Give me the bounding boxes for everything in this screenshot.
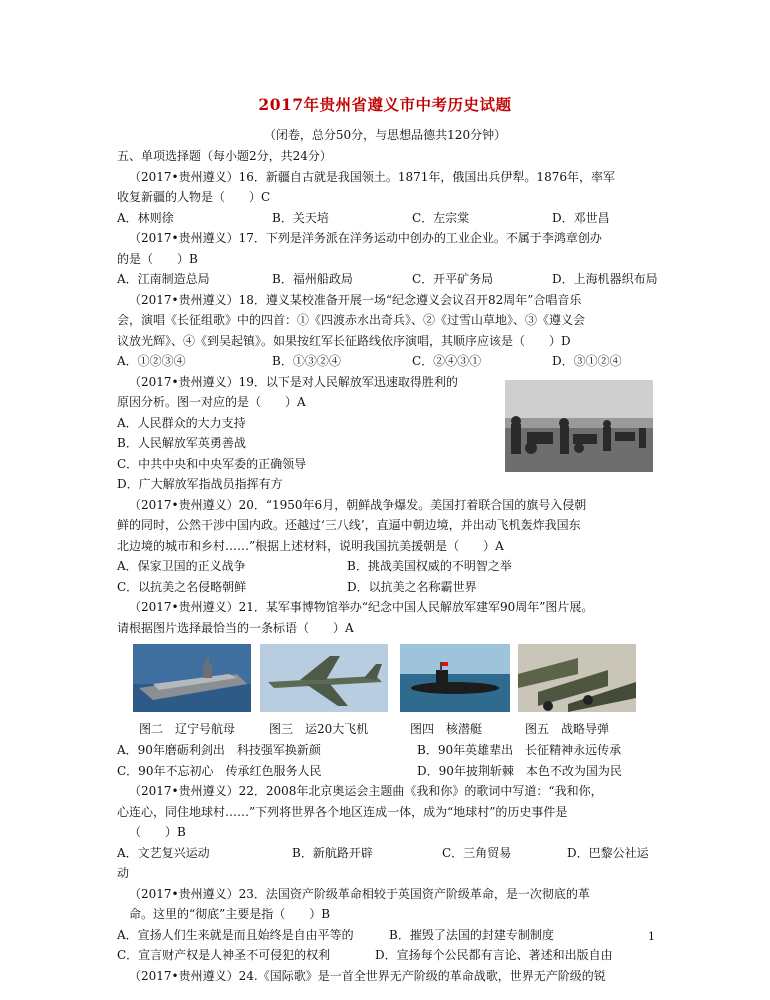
- question-22-line-3: （ ）B: [129, 825, 186, 839]
- question-20-options-row-2: [117, 577, 662, 598]
- option-c: C．90年不忘初心 传承红色服务人民: [117, 763, 322, 778]
- question-21-options-row-1: [117, 740, 662, 761]
- option-b: B．①③②④: [272, 354, 341, 368]
- question-23-line-1: （2017•贵州遵义）23．法国资产阶级革命相较于英国资产阶级革命，是一次彻底的革: [129, 886, 590, 901]
- option-a: A．90年磨砺利剑出 科技强军换新颜: [117, 743, 321, 757]
- question-18-line-1: （2017•贵州遵义）18．遵义某校准备开展一场“纪念遵义会议召开82周年”合唱音乐: [129, 292, 582, 307]
- figure-strip: [117, 644, 662, 717]
- option-c: C．三角贸易: [442, 845, 512, 860]
- option-d: D．巴黎公社运: [567, 845, 649, 860]
- question-21-line-2: 请根据图片选择最恰当的一条标语（ ）A: [117, 620, 354, 635]
- option-a: A．林则徐: [117, 210, 174, 225]
- option-c: C．中共中央和中央军委的正确领导: [117, 456, 307, 471]
- caption-figure-4: 图四 核潜艇: [410, 722, 483, 736]
- figure-3-photo: [260, 644, 388, 712]
- question-22-options: [117, 843, 662, 864]
- question-21-options-row-2: [117, 761, 662, 782]
- option-d: D．90年披荆斩棘 本色不改为国为民: [417, 763, 622, 778]
- figure-2-photo: [133, 644, 251, 712]
- question-17-line-1: （2017•贵州遵义）17．下列是洋务派在洋务运动中创办的工业企业。不属于李鸿章创办: [129, 231, 602, 245]
- question-22-line-1: （2017•贵州遵义）22．2008年北京奥运会主题曲《我和你》的歌词中写道：“我和你，: [129, 784, 603, 798]
- caption-figure-2: 图二 辽宁号航母: [139, 722, 236, 736]
- option-a: A．保家卫国的正义战争: [117, 559, 246, 573]
- option-c: C．左宗棠: [412, 210, 470, 225]
- option-c: C．②④③①: [412, 354, 482, 368]
- question-16-line-2: 收复新疆的人物是（ ）C: [117, 190, 271, 204]
- option-a: A．江南制造总局: [117, 272, 210, 286]
- option-b: B．新航路开辟: [292, 845, 373, 860]
- option-c: C．开平矿务局: [412, 272, 494, 286]
- question-22-option-d-wrap: 动: [117, 866, 130, 880]
- question-18-line-3: 议放光辉》、④《到吴起镇》。如果按红军长征路线依序演唱，其顺序应该是（ ）D: [117, 333, 571, 348]
- question-16-options: [117, 208, 662, 229]
- question-19-line-1: （2017•贵州遵义）19．以下是对人民解放军迅速取得胜利的: [129, 374, 458, 389]
- option-b: B．挑战美国权威的不明智之举: [347, 559, 512, 573]
- figure-4-photo: [400, 644, 510, 712]
- question-17-options: [117, 269, 662, 290]
- caption-figure-5: 图五 战略导弹: [525, 722, 610, 736]
- option-c: C．宣言财产权是人神圣不可侵犯的权利: [117, 948, 331, 962]
- question-20-options-row-1: [117, 556, 662, 577]
- option-b: B．福州船政局: [272, 272, 353, 286]
- question-23-options-row-1: [117, 925, 662, 946]
- option-c: C．以抗美之名侵略朝鲜: [117, 579, 247, 594]
- figure-captions: [117, 719, 662, 740]
- page-title: 2017年贵州省遵义市中考历史试题: [258, 95, 512, 114]
- option-a: A．文艺复兴运动: [117, 845, 210, 860]
- caption-figure-3: 图三 运20大飞机: [269, 722, 369, 736]
- question-19: [117, 372, 662, 495]
- option-a: A．人民群众的大力支持: [117, 415, 246, 430]
- question-24-line-1: （2017•贵州遵义）24.《国际歌》是一首全世界无产阶级的革命战歌，世界无产阶级的锐: [129, 968, 606, 983]
- option-d: D．以抗美之名称霸世界: [347, 579, 477, 594]
- page-subtitle: （闭卷，总分50分，与思想品德共120分钟）: [263, 128, 507, 142]
- question-16-line-1: （2017•贵州遵义）16．新疆自古就是我国领土。1871年，俄国出兵伊犁。1876年，率军: [129, 169, 615, 184]
- question-18-line-2: 会，演唱《长征组歌》中的四首：①《四渡赤水出奇兵》、②《过雪山草地》、③《遵义会: [117, 313, 586, 327]
- page-number: 1: [648, 930, 655, 943]
- question-23-line-2: 命。这里的“彻底”主要是指（ ）B: [129, 907, 331, 921]
- question-23-options-row-2: [117, 945, 662, 966]
- option-d: D．邓世昌: [552, 210, 610, 225]
- option-b: B．90年英雄辈出 长征精神永远传承: [417, 743, 622, 757]
- question-21-line-1: （2017•贵州遵义）21．某军事博物馆举办“纪念中国人民解放军建军90周年”图片展。: [129, 600, 594, 614]
- question-22-line-2: 心连心，同住地球村……”下列将世界各个地区连成一体，成为“地球村”的历史事件是: [117, 804, 568, 819]
- option-a: A．宣扬人们生来就是而且始终是自由平等的: [117, 927, 354, 942]
- section-heading: 五、单项选择题（每小题2分，共24分）: [117, 149, 332, 163]
- option-d: D．宣扬每个公民都有言论、著述和出版自由: [375, 948, 613, 962]
- question-20-line-3: 北边境的城市和乡村……”根据上述材料，说明我国抗美援朝是（ ）A: [117, 538, 504, 553]
- option-d: D．③①②④: [552, 354, 622, 368]
- question-20-line-2: 鲜的同时，公然干涉中国内政。还越过‘三八线’，直逼中朝边境，并出动飞机轰炸我国东: [117, 518, 581, 532]
- question-19-line-2: 原因分析。图一对应的是（ ）A: [117, 395, 306, 409]
- option-d: D．上海机器织布局: [552, 272, 658, 286]
- figure-1-photo: [505, 380, 653, 472]
- question-20-line-1: （2017•贵州遵义）20．“1950年6月，朝鲜战争爆发。美国打着联合国的旗号入侵朝: [129, 497, 587, 512]
- question-17-line-2: 的是（ ）B: [117, 251, 198, 266]
- option-b: B．人民解放军英勇善战: [117, 436, 246, 450]
- option-a: A．①②③④: [117, 354, 186, 368]
- question-18-options: [117, 351, 662, 372]
- figure-5-photo: [518, 644, 636, 712]
- questions-body: [117, 146, 662, 986]
- option-d: D．广大解放军指战员指挥有方: [117, 477, 283, 491]
- option-b: B．摧毁了法国的封建专制制度: [389, 927, 554, 942]
- option-b: B．关天培: [272, 210, 329, 225]
